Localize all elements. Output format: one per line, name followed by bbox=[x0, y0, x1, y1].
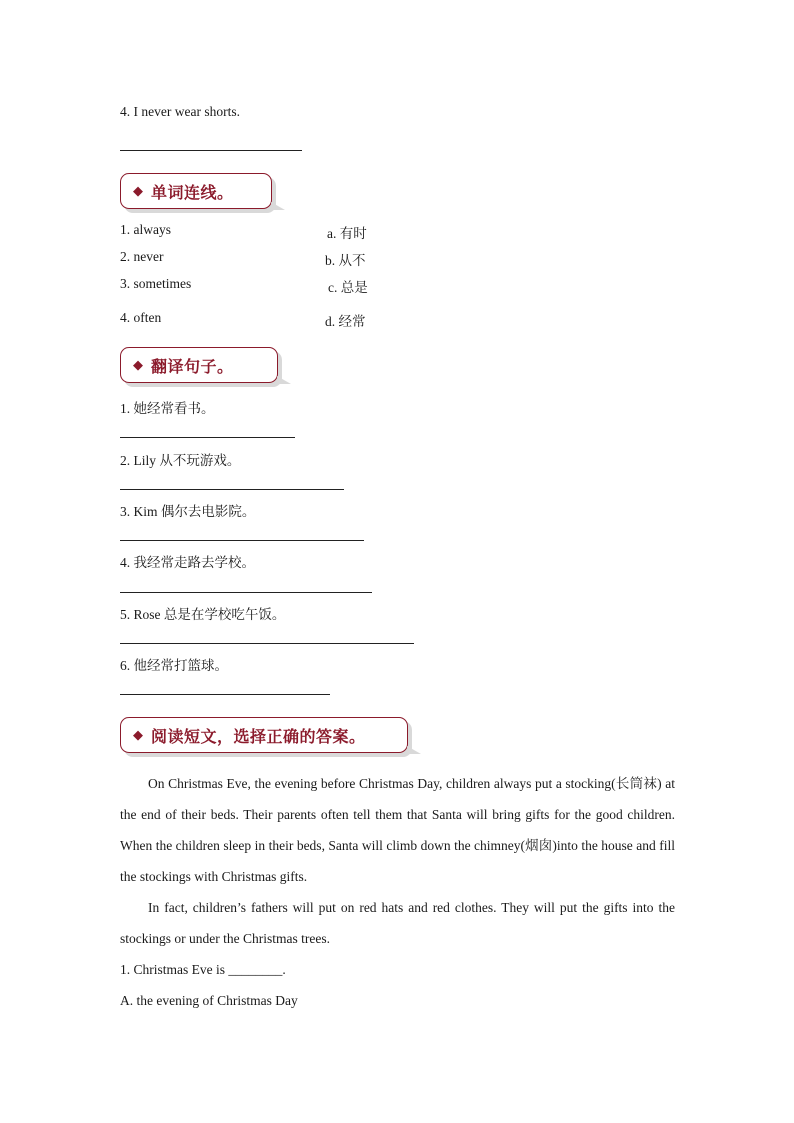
translate-item: 3. Kim 偶尔去电影院。 bbox=[120, 504, 256, 519]
answer-line bbox=[120, 489, 344, 490]
translate-item: 1. 她经常看书。 bbox=[120, 401, 215, 416]
answer-line bbox=[120, 540, 364, 541]
section-header-matching bbox=[120, 173, 272, 209]
match-left-item: 3. sometimes bbox=[120, 276, 192, 291]
match-left-item: 1. always bbox=[120, 222, 171, 237]
match-right-item: b. 从不 bbox=[325, 253, 366, 268]
question-4-top: 4. I never wear shorts. bbox=[120, 104, 240, 119]
section-header-translate bbox=[120, 347, 278, 383]
reading-option-a: A. the evening of Christmas Day bbox=[120, 993, 298, 1008]
paragraph-text: On Christmas Eve, the evening before Christmas Day, children always put a stocking(长筒袜) at the end of their beds. Their parents often tell them that Santa will bring gifts for the good children. When the children sleep in their beds, Santa will climb down the chimney(烟囱)into the house and fill the stockings with Christmas gifts. bbox=[120, 776, 675, 884]
header-shadow-tail bbox=[271, 202, 285, 210]
answer-line bbox=[120, 437, 295, 438]
match-right-item: a. 有时 bbox=[327, 226, 367, 241]
translate-item: 4. 我经常走路去学校。 bbox=[120, 555, 255, 570]
section-header-reading bbox=[120, 717, 408, 753]
diamond-icon: ◆ bbox=[133, 357, 143, 373]
reading-paragraph-2 bbox=[120, 892, 675, 954]
section-title: 翻译句子。 bbox=[151, 356, 234, 376]
match-left-item: 2. never bbox=[120, 249, 164, 264]
answer-line bbox=[120, 150, 302, 151]
answer-line bbox=[120, 694, 330, 695]
match-left-item: 4. often bbox=[120, 310, 162, 325]
reading-question-1: 1. Christmas Eve is ________. bbox=[120, 962, 286, 977]
header-shadow-tail bbox=[277, 376, 291, 384]
reading-paragraph-1 bbox=[120, 768, 675, 892]
translate-item: 6. 他经常打篮球。 bbox=[120, 658, 228, 673]
diamond-icon: ◆ bbox=[133, 727, 143, 743]
answer-line bbox=[120, 643, 414, 644]
diamond-icon: ◆ bbox=[133, 183, 143, 199]
translate-item: 5. Rose 总是在学校吃午饭。 bbox=[120, 607, 286, 622]
paragraph-text: In fact, children’s fathers will put on red hats and red clothes. They will put the gifts into the stockings or under the Christmas trees. bbox=[120, 900, 675, 946]
section-title: 阅读短文，选择正确的答案。 bbox=[151, 726, 366, 746]
match-right-item: d. 经常 bbox=[325, 314, 366, 329]
section-title: 单词连线。 bbox=[151, 182, 234, 202]
match-right-item: c. 总是 bbox=[328, 280, 368, 295]
header-shadow-tail bbox=[407, 746, 421, 754]
translate-item: 2. Lily 从不玩游戏。 bbox=[120, 453, 241, 468]
answer-line bbox=[120, 592, 372, 593]
